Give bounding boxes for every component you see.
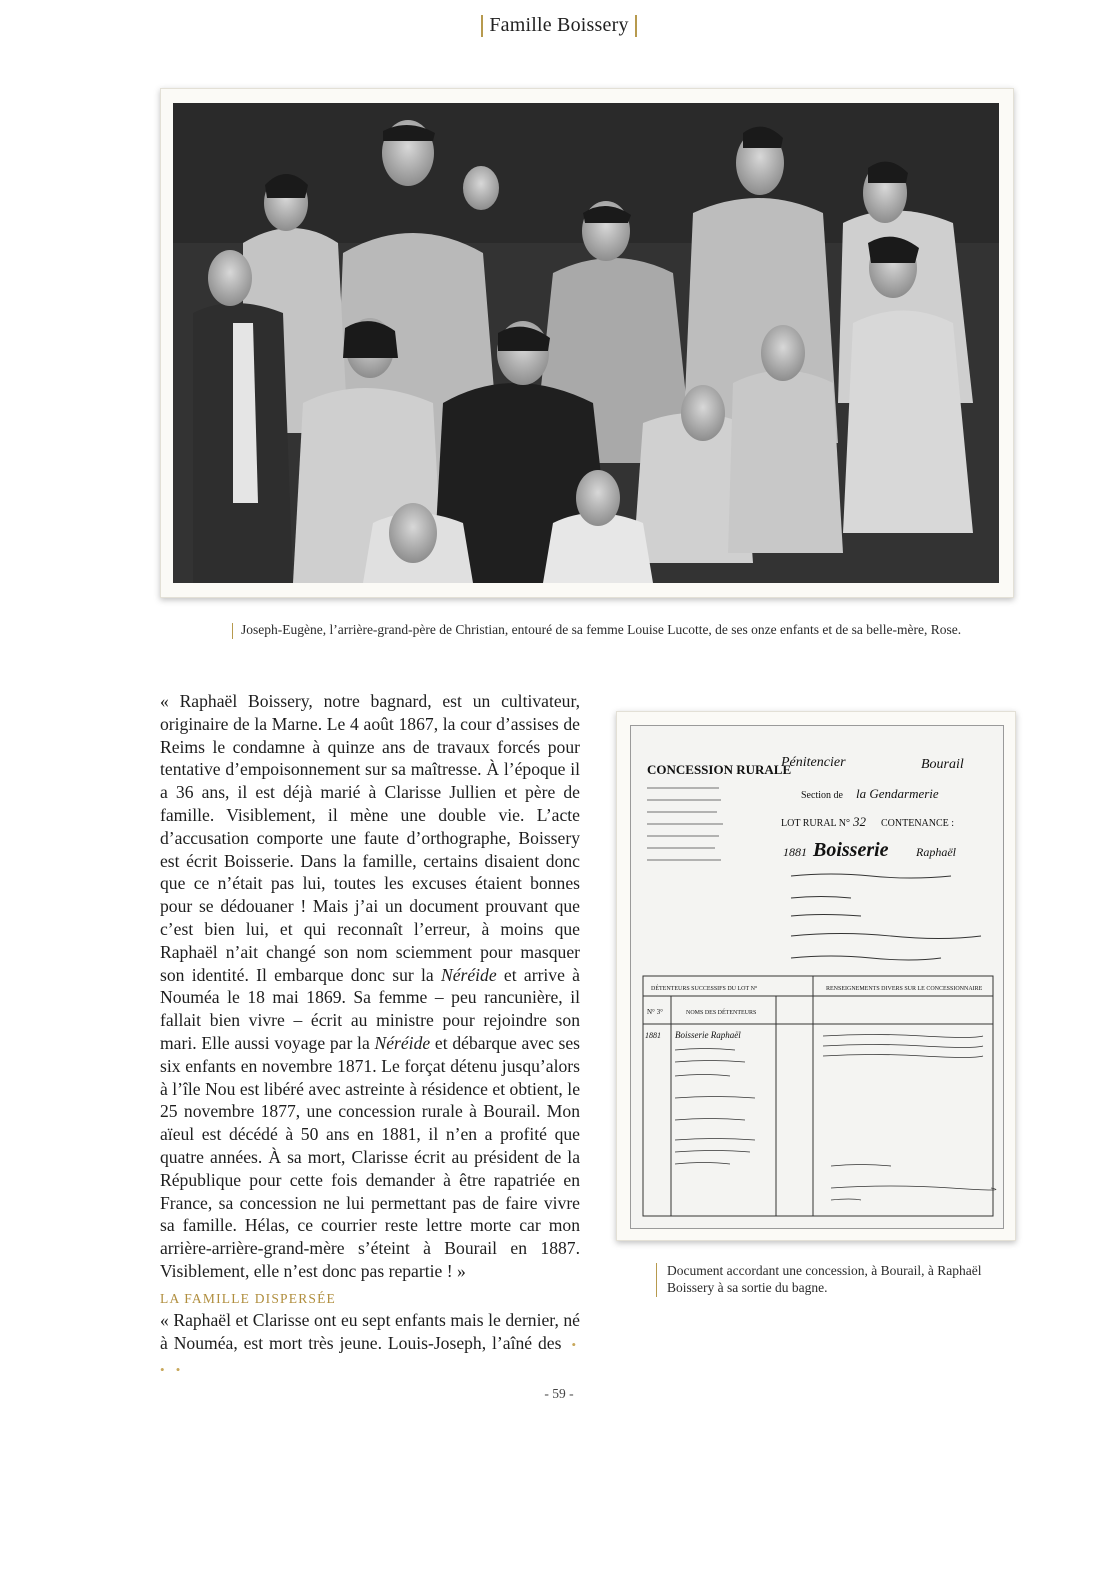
concession-document — [630, 725, 1004, 1229]
doc-first-name: Raphaël — [916, 845, 956, 859]
document-caption — [656, 1262, 1026, 1297]
ship-name-2: Néréide — [374, 1032, 431, 1053]
photo-caption — [232, 622, 1032, 639]
doc-entry-name: Boisserie Raphaël — [675, 1030, 741, 1040]
doc-col-num: N° 3° — [647, 1008, 663, 1016]
document-caption-text: Document accordant une concession, à Bourail, à Raphaël Boissery à sa sortie du bagne. — [667, 1263, 982, 1295]
doc-title: CONCESSION RURALE — [647, 762, 792, 777]
doc-penitencier-label: Pénitencier — [781, 755, 846, 770]
doc-section-value: la Gendarmerie — [856, 786, 939, 801]
doc-col-names: NOMS DES DÉTENTEURS — [686, 1010, 757, 1016]
section-body — [160, 1309, 580, 1381]
doc-penitencier-value: Bourail — [921, 757, 964, 772]
doc-name: Boisserie — [813, 839, 889, 861]
family-photo-frame — [160, 88, 1014, 598]
article-text-part-3: et débarque avec ses six enfants en novembre 1871. Le forçat détenu jusqu’alors à l’île Nou est libéré avec astreinte à résidence et obtient, le 25 novembre 1877, une concession rurale à Bourail. Mon aïeul est décédé à 50 ans en 1881, il n’en a profité que quatre années. À sa mort, Clarisse écrit au président de la République pour cette fois demander à être rapatriée en France, sa concession ne lui permettant pas de faire vivre sa famille. Hélas, ce courrier reste lettre morte car mon arrière-arrière-grand-mère s’éteint à Bourail en 1887. Visiblement, elle n’est donc pas repartie ! » — [160, 1032, 580, 1281]
article-text-part-1: « Raphaël Boissery, notre bagnard, est un cultivateur, originaire de la Marne. Le 4 août 1867, la cour d’assises de Reims le condamne à quinze ans de travaux forcés pour tentative d’empoisonnement sur sa maîtresse. À l’époque il a 36 ans, il est déjà marié à Clarisse Jullien et père de famille. Visiblement, il mène une double vie. L’acte d’accusation comporte une faute d’orthographe, Boissery est écrit Boisserie. Dans la famille, certains disaient donc que ce n’était pas lui, toutes les excuses étaient bonnes pour se dédouaner ! Mais j’ai un document prouvant que c’est bien lui, et qui reconnaît l’erreur, à moins que Raphaël n’ait changé son nom sciemment pour masquer son identité. Il embarque donc sur la — [160, 691, 580, 985]
family-photo-illustration — [173, 103, 999, 583]
doc-year: 1881 — [783, 845, 807, 859]
family-photo — [173, 103, 999, 583]
doc-entry-year: 1881 — [645, 1031, 661, 1040]
doc-lot-number: 32 — [853, 814, 866, 829]
concession-document-frame — [616, 711, 1016, 1241]
ship-name-1: Néréide — [440, 964, 497, 985]
running-header — [0, 14, 1118, 42]
doc-contenance-label: CONTENANCE : — [881, 818, 955, 829]
continuation-marker: • • • — [160, 1336, 580, 1377]
section-heading: LA FAMILLE DISPERSÉE — [160, 1291, 337, 1306]
page-number: - 59 - — [544, 1386, 574, 1401]
doc-section-label: Section de — [801, 790, 843, 801]
doc-table-header-right: RENSEIGNEMENTS DIVERS SUR LE CONCESSIONNAIRE — [826, 986, 983, 992]
header-title: Famille Boissery — [489, 14, 629, 36]
header-left-rule — [481, 15, 483, 37]
section-text: « Raphaël et Clarisse ont eu sept enfants mais le dernier, né à Nouméa, est mort très jeune. Louis-Joseph, l’aîné des — [160, 1310, 580, 1353]
doc-table-header-left: DÉTENTEURS SUCCESSIFS DU LOT N° — [651, 986, 758, 992]
article-body — [160, 690, 580, 1283]
concession-document-scan — [631, 726, 1003, 1228]
article-paragraph — [160, 690, 580, 1283]
photo-caption-text: Joseph-Eugène, l’arrière-grand-père de Christian, entouré de sa femme Louise Lucotte, de ses onze enfants et de sa belle-mère, Rose. — [241, 622, 962, 637]
doc-lot-label: LOT RURAL N° — [781, 818, 850, 829]
header-right-rule — [635, 15, 637, 37]
photo-caption-rule — [232, 623, 233, 639]
article-text-part-2: et arrive à Nouméa le 18 mai 1869. Sa femme – peu rancunière, il fallait bien vivre – écrit au ministre pour rejoindre son mari. Elle aussi voyage par la — [160, 964, 580, 1053]
document-caption-rule — [656, 1263, 657, 1297]
